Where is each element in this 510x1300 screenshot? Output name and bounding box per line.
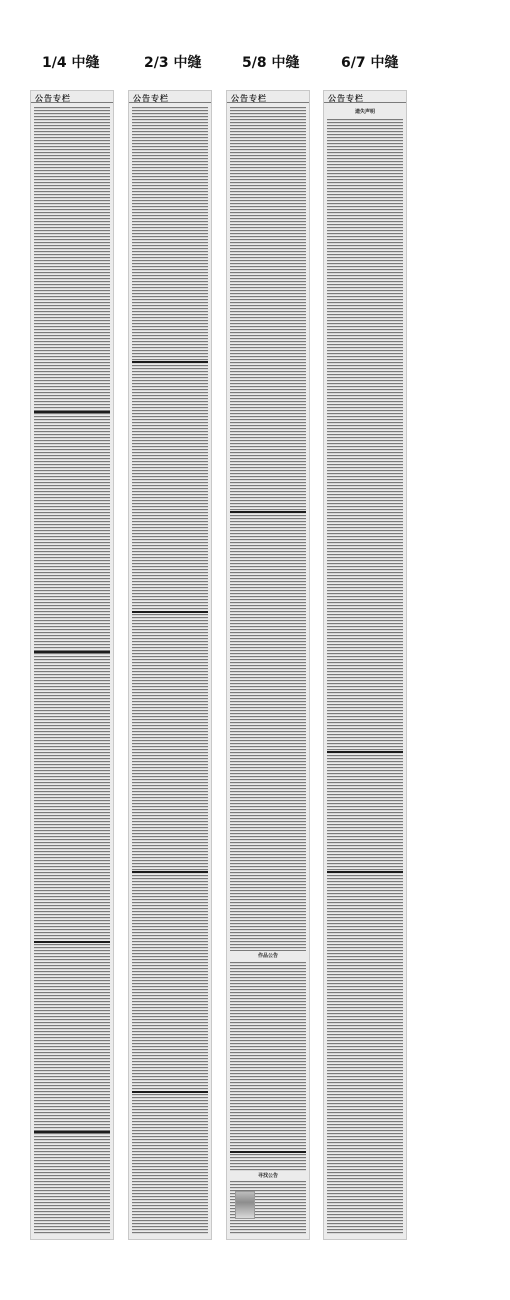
section-divider — [132, 871, 208, 873]
section-heading: 寻找公告 — [227, 1171, 309, 1181]
gutter-column-1-4 — [30, 90, 114, 1240]
section-divider — [230, 1151, 306, 1153]
section-divider — [34, 651, 110, 653]
gutter-column-6-7 — [323, 90, 407, 1240]
section-heading: 遗失声明 — [324, 107, 406, 117]
announcement-text-block — [327, 119, 403, 1235]
section-divider — [327, 751, 403, 753]
section-heading: 作品公告 — [227, 951, 309, 961]
column-label-1-4: 1/4 中缝 — [42, 55, 100, 71]
section-divider — [230, 511, 306, 513]
column-label-5-8: 5/8 中缝 — [242, 55, 300, 71]
column-label-2-3: 2/3 中缝 — [144, 55, 202, 71]
portrait-photo — [235, 1191, 255, 1219]
section-divider — [327, 871, 403, 873]
section-divider — [34, 1131, 110, 1133]
announcement-text-block — [230, 107, 306, 1235]
column-header: 公告专栏 — [324, 91, 406, 103]
gutter-column-2-3 — [128, 90, 212, 1240]
announcement-text-block — [132, 107, 208, 1235]
section-divider — [132, 1091, 208, 1093]
column-header: 公告专栏 — [227, 91, 309, 103]
section-divider — [34, 941, 110, 943]
section-divider — [132, 361, 208, 363]
section-divider — [34, 411, 110, 413]
gutter-column-5-8 — [226, 90, 310, 1240]
announcement-text-block — [34, 107, 110, 1235]
column-header: 公告专栏 — [31, 91, 113, 103]
column-label-6-7: 6/7 中缝 — [341, 55, 399, 71]
column-header: 公告专栏 — [129, 91, 211, 103]
section-divider — [132, 611, 208, 613]
